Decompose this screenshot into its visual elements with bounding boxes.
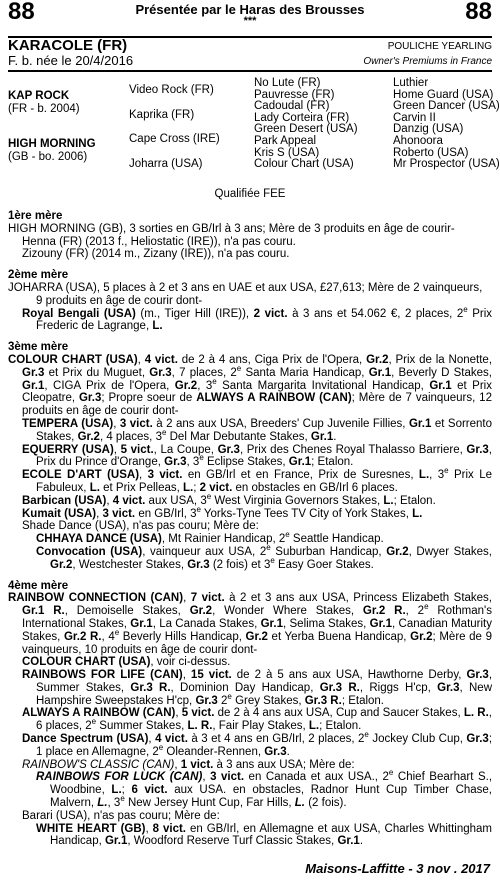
gen3-list: No Lute (FR) Pauvresse (FR) Cadoudal (FR) Lady Corteira (FR) Green Desert (USA) Park Appeal Kris S (USA) Colour Chart (USA) [254,77,358,171]
section-2-title: 2ème mère [8,269,69,282]
section-4-body: RAINBOW CONNECTION (CAN), 7 vict. à 2 et 3 ans aux USA, Princess Elizabeth Stakes, Gr.1 R., Demoiselle Stakes, Gr.2, Wonder Where Stakes, Gr.2 R., 2e Rothman's International Stakes, Gr.1, La Canada Stakes, Gr.1, Selima Stakes, Gr.1, Canadian Maturity Stakes, Gr.2 R., 4e Beverly Hills Handicap, Gr.2 et Yerba Buena Handicap, Gr.2; Mère de 9 vainqueurs, 10 produits en âge de courir dont- [8,592,493,656]
stars: *** [243,15,257,27]
section-4-title: 4ème mère [8,579,69,592]
footer-venue-date: Maisons-Laffitte - 3 nov . 2017 [305,861,490,876]
section-3-body: COLOUR CHART (USA), 4 vict. de 2 à 4 ans, Ciga Prix de l'Opera, Gr.2, Prix de la Nonette, Gr.3 et Prix du Muguet, Gr.3, 7 places, 2e Santa Maria Handicap, Gr.1, Beverly D Stakes, Gr.1, CIGA Prix de l'Opera, Gr.2, 3e Santa Margarita Invitational Handicap, Gr.1 et Prix Cleopatre, Gr.3; Propre soeur de ALWAYS A RAINBOW (CAN); Mère de 7 vainqueurs, 12 produits en âge de courir dont- [8,353,493,418]
section-1-title: 1ère mère [8,210,63,222]
horse-name: KARACOLE (FR) [8,37,128,54]
pedigree-text: 1ère mère HIGH MORNING (GB), 3 sorties en GB/Irl à 3 ans; Mère de 3 produits en âge de courir- Henna (FR) (2013 f., Heliostatic (IRE)), n'a pas couru. Zizouny (FR) (2014 m., Zizany (IRE)), n'a pas couru. 2ème mère JOHARRA (USA), 5 places à 2 et 3 ans en UAE et aux USA, £27,613; Mère de 2 vainqueurs, 9 produits en âge de courir dont- Royal Bengali (USA) (m., Tiger Hill (IRE)), 2 vict. à 3 ans et 54.062 €, 2 places, 2e Prix Frederic de Lagrange, L. 3ème mère COLOUR CHART (USA), 4 vict. de 2 à 4 ans, Ciga Prix de l'Opera, Gr.2, Prix de la Nonette, Gr.3 et Prix du Muguet, Gr.3, 7 places, 2e Santa Maria Handicap, Gr.1, Beverly D Stakes, Gr.1, CIGA Prix de l'Opera, Gr.2, 3e Santa Margarita Invitational Handicap, Gr.1 et Prix Cleopatre, Gr.3; Propre soeur de ALWAYS A RAINBOW (CAN); Mère de 7 vainqueurs, 12 produits en âge de courir dont- TEMPERA (USA), 3 vict. à 2 ans aux USA, Breeders' Cup Juvenile Fillies, Gr.1 et Sorrento Stakes, Gr.2, 4 places, 3e Del Mar Debutante Stakes, Gr.1. EQUERRY (USA), 5 vict., La Coupe, Gr.3, Prix des Chenes Royal Thalasso Barriere, Gr.3, Prix du Prince d'Orange, Gr.3, 3e Eclipse Stakes, Gr.1; Etalon. ECOLE D'ART (USA), 3 vict. en GB/Irl et en France, Prix de Suresnes, L., 3e Prix Le Fabuleux, L. et Prix Pelleas, L.; 2 vict. en obstacles en GB/Irl 6 places. Barbican (USA), 4 vict. aux USA, 3e West Virginia Governors Stakes, L.; Etalon. Kumait (USA), 3 vict. en GB/Irl, 3e Yorks-Tyne Tees TV City of York Stakes, L. Shade Dance (USA), n'as pas couru; Mère de: CHHAYA DANCE (USA), Mt Rainier Handicap, 2e Seattle Handicap. Convocation (USA), vainqueur aux USA, 2e Suburban Handicap, Gr.2, Dwyer Stakes, Gr.2, Westchester Stakes, Gr.3 (2 fois) et 3e Easy Goer Stakes. 4ème mère RAINBOW CONNECTION (CAN), 7 vict. à 2 et 3 ans aux USA, Princess Elizabeth Stakes, Gr.1 R., Demoiselle Stakes, Gr.2, Wonder Where Stakes, Gr.2 R., 2e Rothman's International Stakes, Gr.1, La Canada Stakes, Gr.1, Selima Stakes, Gr.1, Canadian Maturity Stakes, Gr.2 R., 4e Beverly Hills Handicap, Gr.2 et Yerba Buena Handicap, Gr.2; Mère de 9 vainqueurs, 10 produits en âge de courir dont- COLOUR CHART (USA), voir ci-dessus. RAINBOWS FOR LIFE (CAN), 15 vict. de 2 à 5 ans aux USA, Hawthorne Derby, Gr.3, Summer Stakes, Gr.3 R., Dominion Day Handicap, Gr.3 R., Riggs H'cp, Gr.3, New Hampshire Sweepstakes H'cp, Gr.3 2e Grey Stakes, Gr.3 R.; Etalon. ALWAYS A RAINBOW (CAN), 5 vict. de 2 à 4 ans aux USA, Cup and Saucer Stakes, L. R., 6 places, 2e Summer Stakes, L. R., Fair Play Stakes, L.; Etalon. Dance Spectrum (USA), 4 vict. à 3 et 4 ans en GB/Irl, 2 places, 2e Jockey Club Cup, Gr.3; 1 place en Allemagne, 2e Oleander-Rennen, Gr.3. RAINBOW'S CLASSIC (CAN), 1 vict. à 3 ans aux USA; Mère de: RAINBOWS FOR LUCK (CAN), 3 vict. en Canada et aux USA., 2e Chief Bearhart S., Woodbine, L.; 6 vict. aux USA. en obstacles, Radnor Hunt Cup Timber Chase, Malvern, L., 3e New Jersey Hunt Cup, Far Hills, L. (2 fois). Barari (USA), n'as pas couru; Mère de: WHITE HEART (GB), 8 vict. en GB/Irl, en Allemagne et aux USA, Charles Whittingham Handicap, Gr.1, Woodford Reserve Turf Classic Stakes, Gr.1. [8,210,493,848]
horse-info: F. b. née le 20/4/2016 [8,53,134,68]
section-3-title: 3ème mère [8,341,69,354]
pedigree-table [0,78,500,178]
sire: KAP ROCK (FR - b. 2004) [8,90,80,115]
gen2-1: Video Rock (FR) [129,84,214,96]
gen4-list: Luthier Home Guard (USA) Green Dancer (USA) Carvin II Danzig (USA) Ahonoora Roberto (USA) Mr Prospector (USA) [393,77,500,171]
consignor-title: Présentée par le Haras des Brousses [135,2,365,17]
qualified-fee: Qualifiée FEE [214,188,286,200]
gen2-3: Cape Cross (IRE) [129,133,220,145]
section-1-body: HIGH MORNING (GB), 3 sorties en GB/Irl à 3 ans; Mère de 3 produits en âge de courir- [8,222,455,235]
category: POULICHE YEARLING [387,41,492,52]
gen2-4: Joharra (USA) [129,158,203,170]
gen2-2: Kaprika (FR) [129,109,195,121]
lot-number-left: 88 [8,0,35,25]
divider-bottom [8,70,492,72]
dam: HIGH MORNING (GB - bo. 2006) [8,138,96,163]
section-2-body: JOHARRA (USA), 5 places à 2 et 3 ans en UAE et aux USA, £27,613; Mère de 2 vainqueurs, [8,281,483,294]
lot-number-right: 88 [465,0,492,25]
owners-premiums: Owner's Premiums in France [363,56,492,67]
